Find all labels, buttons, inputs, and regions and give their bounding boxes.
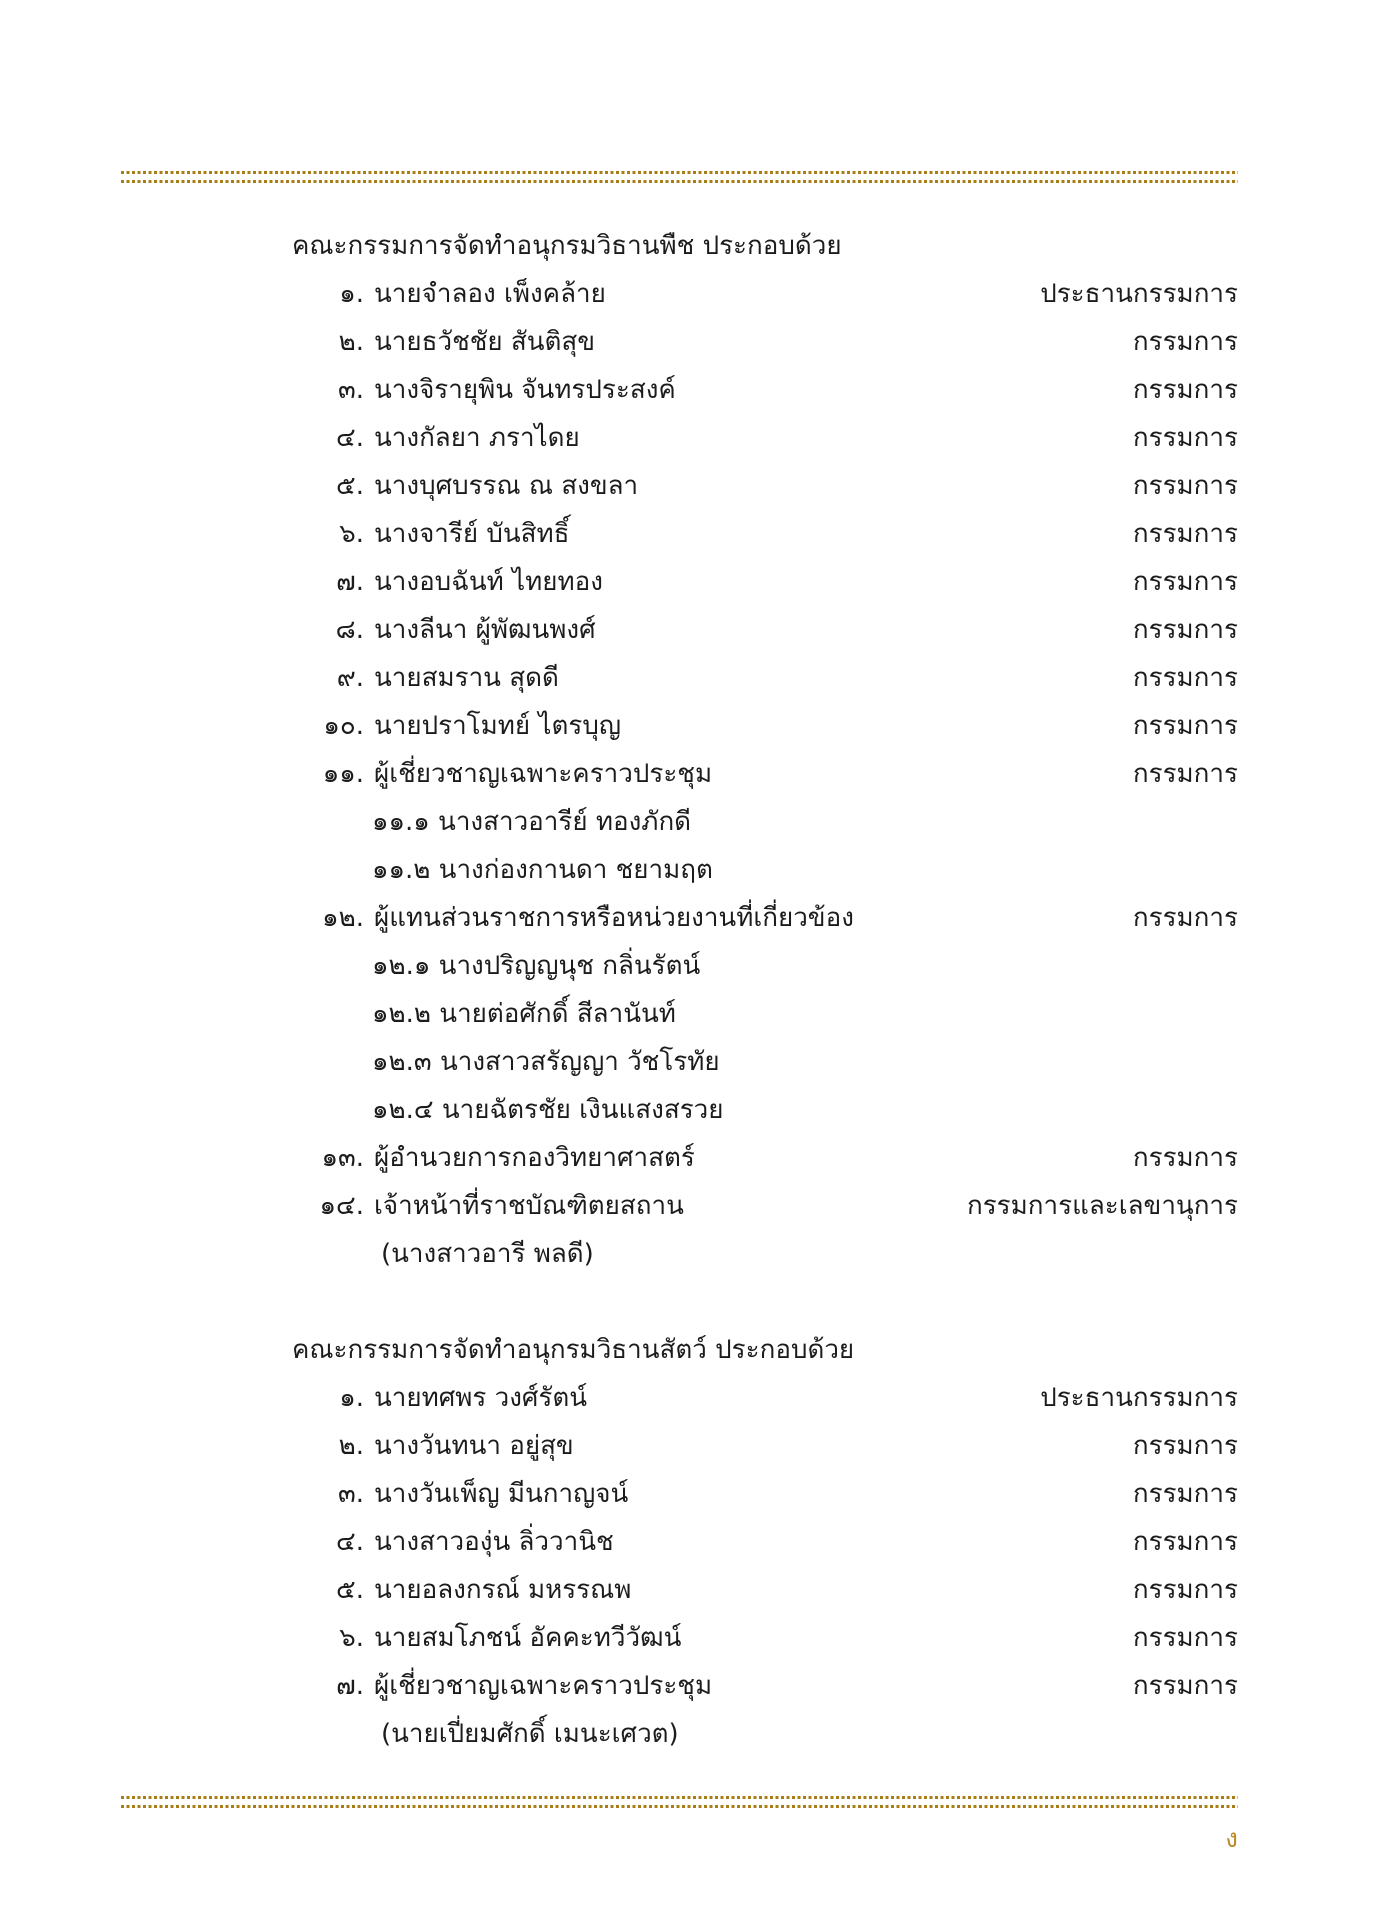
member-number: ๓. <box>337 1479 364 1509</box>
member-role: กรรมการ <box>1132 471 1238 501</box>
top-dotted-rule <box>121 171 1238 183</box>
member-row <box>0 414 1389 462</box>
member-row <box>0 1566 1389 1614</box>
member-role: กรรมการ <box>1132 759 1238 789</box>
member-number: ๖. <box>339 519 364 549</box>
member-number: ๑๐. <box>323 711 364 741</box>
member-role: ประธานกรรมการ <box>1040 279 1238 309</box>
member-name: นางบุศบรรณ ณ สงขลา <box>374 471 639 501</box>
member-row <box>0 1614 1389 1662</box>
member-name: นางวันทนา อยู่สุข <box>374 1431 574 1461</box>
member-number: ๒. <box>338 1431 364 1461</box>
member-row <box>0 702 1389 750</box>
member-name: ผู้อำนวยการกองวิทยาศาสตร์ <box>374 1143 695 1173</box>
member-role: กรรมการ <box>1132 1143 1238 1173</box>
member-role: กรรมการ <box>1132 1479 1238 1509</box>
member-name: นางสาวองุ่น ลิ่ววานิช <box>374 1527 614 1557</box>
member-name: นางอบฉันท์ ไทยทอง <box>374 567 603 597</box>
member-number: ๑๓. <box>321 1143 364 1173</box>
subitem-text: ๑๒.๒ นายต่อศักดิ์ สีลานันท์ <box>372 999 676 1029</box>
member-number: ๑๒. <box>322 903 364 933</box>
member-role: กรรมการ <box>1132 519 1238 549</box>
member-row <box>0 558 1389 606</box>
member-name: นายจำลอง เพ็งคล้าย <box>374 279 606 309</box>
member-name: นายสมราน สุดดี <box>374 663 559 693</box>
member-number: ๑. <box>339 1383 364 1413</box>
member-row <box>0 1134 1389 1182</box>
member-row <box>0 1662 1389 1710</box>
member-role: กรรมการ <box>1132 1623 1238 1653</box>
subitem-text: ๑๒.๔ นายฉัตรชัย เงินแสงสรวย <box>372 1095 724 1125</box>
member-name: นายสมโภชน์ อัคคะทวีวัฒน์ <box>374 1623 682 1653</box>
member-role: กรรมการ <box>1132 663 1238 693</box>
member-name: นางวันเพ็ญ มีนกาญจน์ <box>374 1479 629 1509</box>
member-note: (นางสาวอารี พลดี) <box>381 1239 594 1269</box>
member-row <box>0 1374 1389 1422</box>
member-row <box>0 270 1389 318</box>
member-subitem-row <box>0 942 1389 990</box>
page-content <box>0 222 1389 1758</box>
member-row <box>0 1182 1389 1230</box>
member-name: ผู้แทนส่วนราชการหรือหน่วยงานที่เกี่ยวข้อง <box>374 903 854 933</box>
member-number: ๕. <box>336 1575 364 1605</box>
member-row <box>0 318 1389 366</box>
member-row <box>0 654 1389 702</box>
page-number: ง <box>1225 1824 1238 1854</box>
member-number: ๒. <box>338 327 364 357</box>
member-note-row <box>0 1710 1389 1758</box>
member-row <box>0 366 1389 414</box>
member-name: นางจิรายุพิน จันทรประสงค์ <box>374 375 676 405</box>
subitem-text: ๑๒.๓ นางสาวสรัญญา วัชโรทัย <box>372 1047 720 1077</box>
member-row <box>0 894 1389 942</box>
subitem-text: ๑๑.๒ นางก่องกานดา ชยามฤต <box>372 855 713 885</box>
member-row <box>0 510 1389 558</box>
section-title: คณะกรรมการจัดทำอนุกรมวิธานพืช ประกอบด้วย <box>292 231 842 261</box>
member-role: กรรมการ <box>1132 1431 1238 1461</box>
member-subitem-row <box>0 1086 1389 1134</box>
member-role: กรรมการ <box>1132 1671 1238 1701</box>
member-row <box>0 1518 1389 1566</box>
member-note: (นายเปี่ยมศักดิ์ เมนะเศวต) <box>381 1719 679 1749</box>
member-list <box>0 270 1389 1278</box>
member-subitem-row <box>0 798 1389 846</box>
member-subitem-row <box>0 990 1389 1038</box>
dotted-line <box>121 180 1238 183</box>
member-role: กรรมการ <box>1132 375 1238 405</box>
section-spacer <box>0 1278 1389 1326</box>
member-number: ๙. <box>336 663 364 693</box>
member-role: กรรมการ <box>1132 711 1238 741</box>
committee-section-plants <box>0 222 1389 1278</box>
member-name: เจ้าหน้าที่ราชบัณฑิตยสถาน <box>374 1191 684 1221</box>
member-number: ๗. <box>336 567 364 597</box>
subitem-text: ๑๑.๑ นางสาวอารีย์ ทองภักดี <box>372 807 692 837</box>
member-number: ๑. <box>339 279 364 309</box>
member-role: กรรมการ <box>1132 1527 1238 1557</box>
dotted-line <box>121 1796 1238 1799</box>
member-number: ๘. <box>335 615 364 645</box>
member-name: นายอลงกรณ์ มหรรณพ <box>374 1575 632 1605</box>
member-name: นางกัลยา ภราไดย <box>374 423 580 453</box>
member-number: ๔. <box>336 423 364 453</box>
member-role: กรรมการ <box>1132 423 1238 453</box>
member-role: กรรมการ <box>1132 903 1238 933</box>
bottom-dotted-rule <box>121 1796 1238 1808</box>
member-subitem-row <box>0 1038 1389 1086</box>
member-name: ผู้เชี่ยวชาญเฉพาะคราวประชุม <box>374 759 713 789</box>
section-title: คณะกรรมการจัดทำอนุกรมวิธานสัตว์ ประกอบด้วย <box>292 1335 855 1365</box>
member-number: ๕. <box>336 471 364 501</box>
member-name: นายปราโมทย์ ไตรบุญ <box>374 711 621 741</box>
member-role: กรรมการ <box>1132 1575 1238 1605</box>
member-role: กรรมการ <box>1132 567 1238 597</box>
member-number: ๖. <box>339 1623 364 1653</box>
member-role: กรรมการและเลขานุการ <box>966 1191 1238 1221</box>
committee-section-animals <box>0 1326 1389 1758</box>
dotted-line <box>121 1805 1238 1808</box>
member-number: ๔. <box>336 1527 364 1557</box>
member-name: นางจารีย์ บันสิทธิ์ <box>374 519 570 549</box>
member-row <box>0 750 1389 798</box>
member-number: ๑๔. <box>319 1191 364 1221</box>
member-row <box>0 1470 1389 1518</box>
member-number: ๓. <box>337 375 364 405</box>
member-role: กรรมการ <box>1132 615 1238 645</box>
member-role: กรรมการ <box>1132 327 1238 357</box>
member-subitem-row <box>0 846 1389 894</box>
member-note-row <box>0 1230 1389 1278</box>
member-row <box>0 606 1389 654</box>
member-number: ๑๑. <box>322 759 364 789</box>
member-row <box>0 1422 1389 1470</box>
member-number: ๗. <box>336 1671 364 1701</box>
member-row <box>0 462 1389 510</box>
member-list <box>0 1374 1389 1758</box>
dotted-line <box>121 171 1238 174</box>
member-name: นายทศพร วงศ์รัตน์ <box>374 1383 588 1413</box>
member-name: นางลีนา ผู้พัฒนพงศ์ <box>374 615 596 645</box>
member-name: ผู้เชี่ยวชาญเฉพาะคราวประชุม <box>374 1671 713 1701</box>
subitem-text: ๑๒.๑ นางปริญญนุช กลิ่นรัตน์ <box>372 951 701 981</box>
member-name: นายธวัชชัย สันติสุข <box>374 327 596 357</box>
member-role: ประธานกรรมการ <box>1040 1383 1238 1413</box>
